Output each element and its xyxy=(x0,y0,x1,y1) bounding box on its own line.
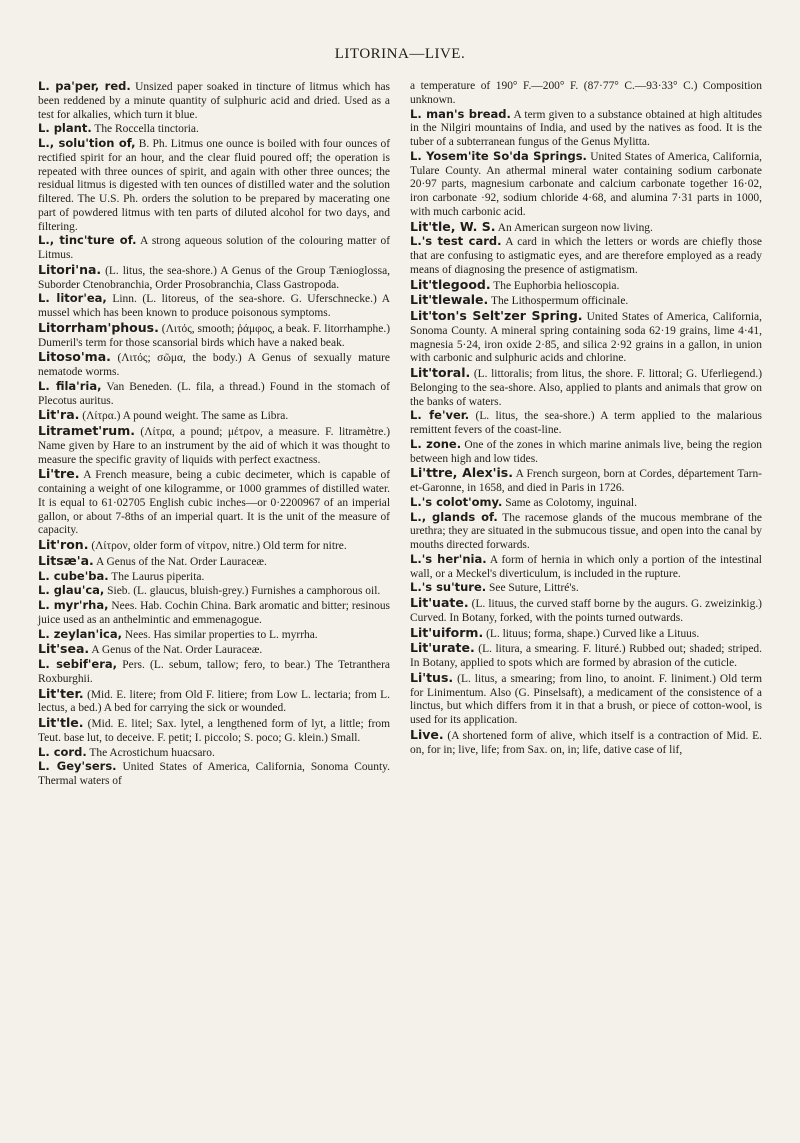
entry-headword: L. man's bread. xyxy=(410,106,511,121)
entry-definition: The Roccella tinctoria. xyxy=(94,123,199,136)
entry-headword: L. zeylan'ica, xyxy=(38,626,122,641)
dictionary-entry xyxy=(410,108,762,150)
entry-definition: Pers. (L. sebum, tallow; fero, to bear.) The Tetranthera Roxburghii. xyxy=(38,659,390,685)
entry-definition: The Lithospermum officinale. xyxy=(490,295,629,308)
entry-definition: A card in which the letters or words are chiefly those that are confusing to astigmatic eyes, and are therefore employed as a ready means of diagnosing the presence of astigmatism. xyxy=(410,236,763,276)
entry-definition: United States of America, California, Sonoma County. A mineral spring containing soda 62·19 grains, lime 4·41, magnesia 5·24, iron oxide 2·85, and silica 2·92 grains in a gallon, in union with carbonic and sulphuric acids and chlorine. xyxy=(410,311,762,365)
dictionary-entry xyxy=(38,122,390,137)
entry-headword: L. Yosem'ite So'da Springs. xyxy=(410,148,587,163)
entry-headword: Lit'uiform. xyxy=(410,624,484,640)
entry-headword: Litramet'rum. xyxy=(38,423,135,438)
entry-definition: A form of hernia in which only a portion of the intestinal wall, or a Meckel's diverticulum, is included in the rupture. xyxy=(410,553,762,580)
dictionary-entry xyxy=(38,687,390,717)
entry-definition: (Λίτρον, older form of νίτρον, nitre.) Old term for nitre. xyxy=(91,540,347,552)
entry-definition: Unsized paper soaked in tincture of litmus which has been reddened by a minute quantity of sulphuric acid and dried. Used as a test for alkalies, which turn it blue. xyxy=(38,81,391,121)
dictionary-entry xyxy=(38,321,390,351)
dictionary-entry xyxy=(38,746,390,761)
entry-headword: L., tinc'ture of. xyxy=(38,233,137,248)
entry-definition: United States of America, California, Sonoma County. Thermal waters of xyxy=(38,761,391,787)
dictionary-entry xyxy=(38,658,390,687)
dictionary-entry xyxy=(38,538,390,554)
entry-headword: Live. xyxy=(410,726,444,742)
entry-definition: (L. litus, the sea-shore.) A Genus of the Group Tænioglossa, Suborder Ctenobranchia, Order Prosobranchia, Class Gastropoda. xyxy=(38,264,391,291)
entry-headword: L. fe'ver. xyxy=(410,408,470,423)
entry-headword: Lit'uate. xyxy=(410,595,469,610)
dictionary-entry xyxy=(410,641,762,671)
entry-definition: United States of America, California, Tulare County. An athermal mineral water containing sodium carbonate 20·97 parts, magnesium carbonate and calcium carbonate together 16·02, iron carbonate ·92, sodium chloride 4·68, and alumina 7·31 parts in 1000, with much carbonic acid. xyxy=(410,150,763,218)
entry-definition: Sieb. (L. glaucus, bluish-grey.) Furnishes a camphorous oil. xyxy=(107,585,381,598)
entry-headword: Lit'ron. xyxy=(38,537,89,552)
entry-headword: L. Gey'sers. xyxy=(38,759,117,774)
entry-headword: L. cube'ba. xyxy=(38,568,109,583)
entry-definition: (A shortened form of alive, which itself is a contraction of Mid. E. on, for in; live, life; from Sax. on, in; life, dative case of lif, xyxy=(410,729,762,756)
entry-headword: Lit'sea. xyxy=(38,641,90,657)
entry-definition: One of the zones in which marine animals live, being the region between high and low tides. xyxy=(410,438,763,465)
entry-definition: Same as Colotomy, inguinal. xyxy=(505,496,637,509)
dictionary-entry xyxy=(410,293,762,309)
dictionary-entry xyxy=(38,263,390,293)
entry-headword: L.'s her'nia. xyxy=(410,551,487,566)
entry-headword: L.'s test card. xyxy=(410,234,502,249)
dictionary-entry xyxy=(410,511,762,553)
entry-definition: (L. lituus; forma, shape.) Curved like a Lituus. xyxy=(486,627,700,640)
dictionary-entry xyxy=(410,626,762,642)
entry-headword: L. glau'ca, xyxy=(38,583,105,598)
entry-definition: Van Beneden. (L. fila, a thread.) Found in the stomach of Plecotus auritus. xyxy=(38,380,390,407)
dictionary-entry xyxy=(38,716,390,746)
entry-definition: The Laurus piperita. xyxy=(111,570,205,583)
dictionary-entry xyxy=(38,554,390,570)
dictionary-entry xyxy=(38,642,390,658)
dictionary-entry xyxy=(410,553,762,582)
dictionary-entry xyxy=(410,278,762,294)
entry-definition: (L. litus, the sea-shore.) A term applied to the malarious remittent fevers of the coast-line. xyxy=(410,410,763,436)
entry-definition: The racemose glands of the mucous membrane of the urethra; they are situated in the submucous tissue, and open into the canal by mouths directed forwards. xyxy=(410,511,763,551)
entry-definition: A Genus of the Nat. Order Lauraceæ. xyxy=(96,555,267,568)
entry-definition: (Λίτρα.) A pound weight. The same as Libra. xyxy=(82,410,289,423)
dictionary-entry xyxy=(410,728,762,758)
dictionary-entry xyxy=(38,137,390,234)
entry-headword: L.'s su'ture. xyxy=(410,580,487,595)
entry-headword: Li'tre. xyxy=(38,466,80,482)
dictionary-columns xyxy=(38,80,762,789)
entry-definition: A French surgeon, born at Cordes, département Tarn-et-Garonne, in 1658, and died in Paris in 1726. xyxy=(410,468,762,494)
entry-definition: (L. lituus, the curved staff borne by the augurs. G. zweizinkig.) Curved. In Botany, forked, with the points turned outwards. xyxy=(410,598,762,624)
entry-headword: L., glands of. xyxy=(410,509,498,524)
dictionary-entry xyxy=(38,467,390,538)
right-column xyxy=(410,80,762,789)
dictionary-entry xyxy=(38,628,390,643)
entry-headword: Li'ttre, Alex'is. xyxy=(410,465,513,481)
entry-definition: A French measure, being a cubic decimeter, which is capable of containing a weight of one kilogramme, or 1000 grammes of distilled water. It is equal to 61·02705 English cubic inches—or 0·2200967 of an imperial gallon, or about 7-8ths of an imperial quart. It is the unit of the measure of capacity. xyxy=(38,469,391,537)
entry-headword: Litori'na. xyxy=(38,261,102,277)
dictionary-entry xyxy=(410,596,762,626)
entry-definition: (Mid. E. litel; Sax. lytel, a lengthened form of lyt, a little; from Teut. base lut, to deceive. F. petit; I. piccolo; S. poco; G. klein.) Small. xyxy=(38,718,391,744)
dictionary-entry xyxy=(410,409,762,438)
dictionary-entry xyxy=(410,150,762,220)
entry-headword: Lit'tlewale. xyxy=(410,292,489,308)
entry-definition: (L. littoralis; from litus, the shore. F. littoral; G. Uferliegend.) Belonging to the sea-shore. Also, applied to plants and animals that grow on the banks of waters. xyxy=(410,368,763,408)
dictionary-entry xyxy=(410,366,762,409)
dictionary-entry xyxy=(38,380,390,409)
dictionary-entry xyxy=(38,584,390,599)
entry-headword: L., solu'tion of, xyxy=(38,136,136,150)
entry-headword: Lit'ton's Selt'zer Spring. xyxy=(410,308,583,323)
entry-definition: Linn. (L. litoreus, of the sea-shore. G. Uferschnecke.) A mussel which has been known to produce poisonous symptoms. xyxy=(38,293,390,319)
entry-headword: Lit'tlegood. xyxy=(410,276,491,292)
entry-definition: (Mid. E. litere; from Old F. litiere; from Low L. lectaria; from L. lectus, a bed.) A bed for carrying the sick or wounded. xyxy=(38,688,390,715)
dictionary-entry xyxy=(38,760,390,789)
dictionary-entry xyxy=(410,581,762,596)
entry-headword: L. litor'ea, xyxy=(38,291,107,306)
entry-definition: An American surgeon now living. xyxy=(497,221,653,234)
entry-headword: L. myr'rha, xyxy=(38,598,109,612)
entry-headword: Litoso'ma. xyxy=(38,349,111,365)
entry-headword: L. pa'per, red. xyxy=(38,79,131,93)
entry-definition: The Euphorbia helioscopia. xyxy=(493,279,620,292)
entry-headword: Litorrham'phous. xyxy=(38,319,159,335)
entry-definition: (Λιτός, smooth; ῥάμφος, a beak. F. litorrhamphe.) Dumeril's term for those scansorial birds which have a naked beak. xyxy=(38,322,391,349)
dictionary-entry xyxy=(410,220,762,236)
entry-headword: Lit'toral. xyxy=(410,365,471,380)
dictionary-entry xyxy=(410,671,762,728)
entry-headword: Lit'ra. xyxy=(38,407,80,423)
dictionary-entry xyxy=(38,80,390,122)
entry-headword: L. cord. xyxy=(38,744,87,759)
entry-headword: L.'s colot'omy. xyxy=(410,494,503,509)
entry-definition: (Λιτός; σῶμα, the body.) A Genus of sexually mature nematode worms. xyxy=(38,352,390,378)
entry-definition: Nees. Hab. Cochin China. Bark aromatic and bitter; resinous juice used as an anthelmintic and emmenagogue. xyxy=(38,600,391,626)
entry-definition: B. Ph. Litmus one ounce is boiled with four ounces of rectified spirit for an hour, and the clear fluid poured off; the operation is repeated with three ounces of spirit, and again with other three ounces; the residual litmus is digested with ten ounces of distilled water and the solution filtered. The U.S. Ph. orders the solution to be prepared by macerating one part of powdered litmus with ten parts of diluted alcohol for two days, and filtering. xyxy=(38,138,391,233)
entry-headword: L. sebif'era, xyxy=(38,657,118,671)
dictionary-entry xyxy=(38,570,390,585)
entry-definition: A term given to a substance obtained at high altitudes in the Nilgiri mountains of India, and used by the natives as food. It is the tuber of a subterranean fungus of the Genus Mylitta. xyxy=(410,108,762,148)
entry-headword: Lit'tle, W. S. xyxy=(410,218,496,234)
dictionary-entry xyxy=(410,438,762,467)
entry-definition: (Λίτρα, a pound; μέτρον, a measure. F. litramètre.) Name given by Hare to an instrument by the aid of which it was thought to measure the specific gravity of liquids with perfect exactness. xyxy=(38,426,391,466)
entry-definition: (L. litura, a smearing. F. lituré.) Rubbed out; shaded; striped. In Botany, applied to spots which are formed by abrasion of the cuticle. xyxy=(410,643,762,669)
entry-definition: a temperature of 190° F.—200° F. (87·77° C.—93·33° C.) Composition unknown. xyxy=(410,80,762,106)
entry-headword: L. plant. xyxy=(38,121,92,136)
entry-definition: A strong aqueous solution of the colouring matter of Litmus. xyxy=(38,235,391,261)
entry-headword: Li'tus. xyxy=(410,669,454,685)
dictionary-entry xyxy=(38,292,390,321)
page-header: LITORINA—LIVE. xyxy=(334,46,466,62)
dictionary-entry xyxy=(38,599,390,628)
entry-headword: Lit'urate. xyxy=(410,640,475,656)
entry-definition: See Suture, Littré's. xyxy=(489,582,579,595)
entry-headword: L. fila'ria, xyxy=(38,378,102,393)
dictionary-entry xyxy=(38,408,390,424)
entry-definition: (L. litus, a smearing; from lino, to anoint. F. liniment.) Old term for Linimentum. Also (G. Pinselsaft), a medicament of the consistence of a linctus, but which differs from it in that a brush, or piece of cotton-wool, is used for its application. xyxy=(410,672,763,726)
dictionary-entry xyxy=(38,234,390,263)
dictionary-entry xyxy=(38,424,390,467)
entry-headword: Lit'tle. xyxy=(38,715,84,730)
dictionary-entry xyxy=(38,350,390,380)
entry-definition: The Acrostichum huacsaro. xyxy=(89,746,215,759)
entry-definition: A Genus of the Nat. Order Lauraceæ. xyxy=(91,644,263,657)
entry-headword: Lit'ter. xyxy=(38,685,84,701)
dictionary-entry xyxy=(410,235,762,277)
dictionary-entry xyxy=(410,466,762,496)
entry-headword: Litsæ'a. xyxy=(38,552,94,568)
dictionary-entry xyxy=(410,496,762,511)
dictionary-entry xyxy=(410,80,762,108)
dictionary-entry xyxy=(410,309,762,366)
left-column xyxy=(38,80,390,789)
entry-definition: Nees. Has similar properties to L. myrrha. xyxy=(124,628,318,641)
entry-headword: L. zone. xyxy=(410,436,462,451)
